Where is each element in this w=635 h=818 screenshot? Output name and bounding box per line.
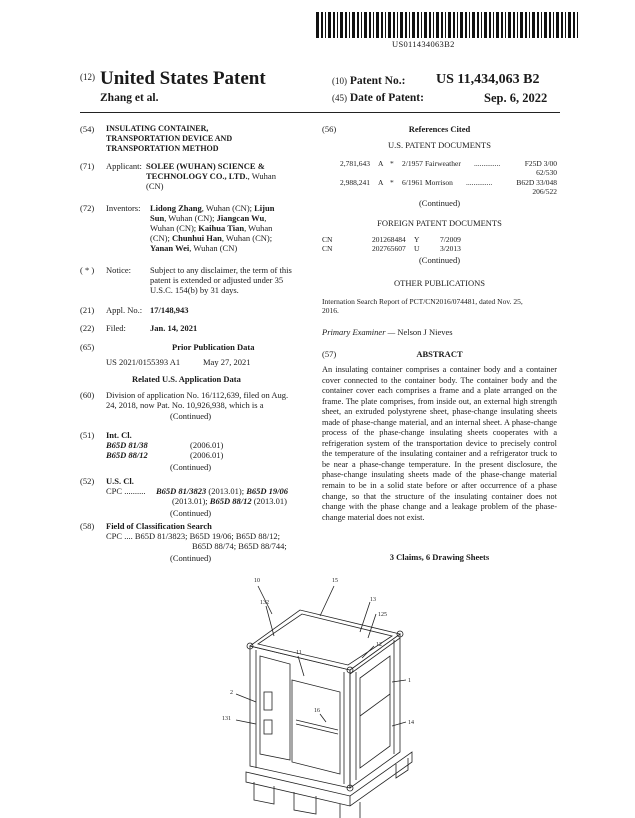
- int-cl-date: (2006.01): [190, 440, 224, 450]
- ref-class: B62D 33/048: [516, 178, 557, 187]
- barcode-bar: [441, 12, 443, 38]
- int-cl-label: Int. Cl.: [106, 430, 132, 440]
- applicant-line: TECHNOLOGY CO., LTD.: [146, 171, 248, 181]
- foreign-number: 201268484: [372, 235, 406, 244]
- claims-sheets: 3 Claims, 6 Drawing Sheets: [389, 552, 490, 562]
- cpc-class: B65D 88/12: [209, 496, 252, 506]
- title-line: TRANSPORTATION DEVICE AND: [106, 134, 233, 143]
- barcode-bar: [393, 12, 395, 38]
- barcode-bar: [381, 12, 383, 38]
- barcode-bar: [357, 12, 359, 38]
- barcode-bar: [496, 12, 499, 38]
- title-line: TRANSPORTATION METHOD: [106, 144, 219, 153]
- barcode-bar: [424, 12, 427, 38]
- division-line: Division of application No. 16/112,639, filed on Aug.: [106, 390, 289, 400]
- barcode-bar: [529, 12, 530, 38]
- applicant-value: [146, 161, 276, 191]
- code-57: (57): [322, 349, 337, 359]
- barcode-bar: [460, 12, 463, 38]
- barcode-bar: [364, 12, 367, 38]
- barcode-bar: [465, 12, 467, 38]
- code-10: (10): [332, 76, 347, 86]
- inventor-loc: Wuhan (CN);: [150, 223, 199, 233]
- notice-label: Notice:: [106, 265, 132, 275]
- barcode-bar: [469, 12, 470, 38]
- barcode-bar: [352, 12, 355, 38]
- barcode-bar: [321, 12, 323, 38]
- ref-number: 2,988,241: [340, 178, 370, 187]
- prior-pub-heading: Prior Publication Data: [172, 342, 255, 352]
- cpc-date: (2013.01);: [172, 496, 210, 506]
- ref-label: 132: [260, 600, 269, 606]
- inventor-name: Lidong Zhang: [150, 203, 202, 213]
- barcode-bar: [316, 12, 319, 38]
- invention-title: [106, 124, 232, 154]
- notice-line: patent is extended or adjusted under 35: [150, 275, 284, 285]
- barcode-bar: [577, 12, 578, 38]
- foreign-kind: Y: [414, 235, 420, 244]
- barcode-bar: [532, 12, 535, 38]
- barcode-bar: [537, 12, 539, 38]
- barcode-bar: [484, 12, 487, 38]
- ref-star: *: [390, 159, 394, 168]
- patent-type-title: United States Patent: [100, 68, 266, 89]
- cpc-line-1: [156, 486, 288, 496]
- container-illustration: [236, 586, 412, 818]
- other-pub-line: Internation Search Report of PCT/CN2016/074481, dated Nov. 25,: [322, 297, 523, 306]
- cpc-line-2: [172, 496, 287, 506]
- ref-name: Morrison: [425, 178, 453, 187]
- applicant-country: (CN): [146, 181, 164, 191]
- foreign-country: CN: [322, 244, 333, 253]
- code-51: (51): [80, 430, 95, 440]
- barcode-bar: [505, 12, 506, 38]
- patent-no-line: [332, 75, 405, 87]
- inventor-loc: , Wuhan (CN);: [201, 203, 255, 213]
- foreign-date: 7/2009: [440, 235, 461, 244]
- barcode-bar: [481, 12, 482, 38]
- code-65: (65): [80, 342, 95, 352]
- examiner-line: [322, 327, 453, 337]
- ref-label: 131: [222, 716, 231, 722]
- notice-text: [150, 265, 292, 295]
- field-search-continued: (Continued): [170, 553, 212, 563]
- int-cl-continued: (Continued): [170, 462, 212, 472]
- code-71: (71): [80, 161, 95, 171]
- inventor-loc: , Wuhan (CN);: [221, 233, 273, 243]
- code-60: (60): [80, 390, 95, 400]
- examiner-name: Nelson J Nieves: [397, 327, 453, 337]
- field-search-line: CPC .... B65D 81/3823; B65D 19/06; B65D 88/12;: [106, 531, 281, 541]
- barcode-bar: [417, 12, 419, 38]
- ref-label: 12: [376, 642, 382, 648]
- code-21: (21): [80, 305, 95, 315]
- ref-label: 125: [378, 612, 387, 618]
- barcode-bar: [433, 12, 434, 38]
- inventor-name: Sun: [150, 213, 165, 223]
- inventors-label: Inventors:: [106, 203, 141, 213]
- barcode-bar: [457, 12, 458, 38]
- barcode-bar: [477, 12, 479, 38]
- applicant-line: SOLEE (WUHAN) SCIENCE &: [146, 161, 265, 171]
- barcode-bar: [412, 12, 415, 38]
- barcode-bar: [544, 12, 547, 38]
- barcode-bar: [361, 12, 362, 38]
- inventor-loc: , Wuhan: [244, 223, 273, 233]
- notice-line: Subject to any disclaimer, the term of this: [150, 265, 292, 275]
- barcode-bar: [397, 12, 398, 38]
- container-drawing: [200, 574, 435, 818]
- ref-number: 2,781,643: [340, 159, 370, 168]
- barcode-bar: [453, 12, 455, 38]
- barcode-bar: [376, 12, 379, 38]
- ref-kind: A: [378, 178, 384, 187]
- barcode-bar: [553, 12, 554, 38]
- barcode-bar: [493, 12, 494, 38]
- barcode-bar: [501, 12, 503, 38]
- patent-no-label: Patent No.:: [349, 75, 406, 87]
- inventor-name: Lijun: [254, 203, 275, 213]
- inventor-name: Chunhui Han: [171, 233, 222, 243]
- barcode-bar: [409, 12, 410, 38]
- barcode-bar: [328, 12, 331, 38]
- barcode-bar: [565, 12, 566, 38]
- barcode-bar: [340, 12, 343, 38]
- appl-no-value: 17/148,943: [150, 305, 189, 315]
- references-heading: References Cited: [408, 124, 471, 134]
- applicant-label: Applicant:: [106, 161, 142, 171]
- ref-dots: ..............: [474, 159, 501, 168]
- ref-class: F25D 3/00: [524, 159, 557, 168]
- ref-label: 2: [230, 690, 233, 696]
- other-pubs-heading: OTHER PUBLICATIONS: [394, 278, 485, 288]
- barcode-bar: [436, 12, 439, 38]
- date-value: Sep. 6, 2022: [484, 91, 548, 105]
- code-72: (72): [80, 203, 95, 213]
- barcode-bar: [525, 12, 527, 38]
- inventor-loc: (CN);: [150, 233, 172, 243]
- examiner-sep: —: [385, 327, 398, 337]
- barcode-bar: [421, 12, 422, 38]
- barcode-bar: [429, 12, 431, 38]
- ref-label: 13: [370, 597, 376, 603]
- ref-name: Fairweather: [425, 159, 461, 168]
- date-line: [332, 92, 424, 104]
- ref-class-secondary: 62/530: [536, 168, 557, 177]
- other-pub-line: 2016.: [322, 306, 339, 315]
- ref-star: *: [390, 178, 394, 187]
- code-45: (45): [332, 93, 347, 103]
- foreign-kind: U: [414, 244, 420, 253]
- division-text: [106, 390, 306, 410]
- patent-no-value: US 11,434,063 B2: [436, 72, 540, 87]
- int-cl-class: B65D 88/12: [106, 450, 148, 460]
- code-12: (12): [80, 72, 95, 82]
- barcode-bar: [513, 12, 515, 38]
- code-58: (58): [80, 521, 95, 531]
- barcode: [316, 12, 578, 38]
- filed-label: Filed:: [106, 323, 126, 333]
- cpc-class: B65D 19/06: [246, 486, 288, 496]
- cpc-class: B65D 81/3823: [156, 486, 207, 496]
- barcode-bar: [369, 12, 371, 38]
- code-54: (54): [80, 124, 95, 134]
- barcode-bar: [388, 12, 391, 38]
- barcode-bar: [556, 12, 559, 38]
- applicant-city: , Wuhan: [247, 171, 276, 181]
- field-search-label: Field of Classification Search: [106, 521, 212, 531]
- barcode-bar: [561, 12, 563, 38]
- ref-label: 15: [332, 578, 338, 584]
- barcode-number: US011434063B2: [392, 39, 455, 49]
- barcode-bar: [472, 12, 475, 38]
- barcode-bar: [568, 12, 571, 38]
- barcode-bar: [573, 12, 575, 38]
- barcode-bar: [325, 12, 326, 38]
- barcode-bar: [400, 12, 403, 38]
- foreign-docs-heading: FOREIGN PATENT DOCUMENTS: [377, 218, 502, 228]
- header-rule: [80, 112, 560, 113]
- notice-line: U.S.C. 154(b) by 31 days.: [150, 285, 239, 295]
- us-cl-continued: (Continued): [170, 508, 212, 518]
- inventors-value: Lidong Zhang, Wuhan (CN); Lijun Sun, Wuhan (CN); Jiangcan Wu, Wuhan (CN); Kaihua Tian, Wuhan (CN); Chunhui Han, Wuhan (CN); Yanan Wei, Wuhan (CN): [150, 203, 275, 253]
- barcode-bar: [373, 12, 374, 38]
- barcode-bar: [508, 12, 511, 38]
- ref-date: 6/1961: [402, 178, 423, 187]
- cpc-label: CPC ..........: [106, 486, 146, 496]
- division-continued: (Continued): [170, 411, 212, 421]
- prior-pub-date: May 27, 2021: [203, 357, 251, 367]
- inventor-name: Jiangcan Wu: [216, 213, 265, 223]
- foreign-number: 202765607: [372, 244, 406, 253]
- inventors-short: Zhang et al.: [100, 92, 159, 104]
- filed-value: Jan. 14, 2021: [150, 323, 198, 333]
- ref-dots: ..............: [466, 178, 493, 187]
- barcode-bar: [385, 12, 386, 38]
- foreign-date: 3/2013: [440, 244, 461, 253]
- title-line: INSULATING CONTAINER,: [106, 124, 209, 133]
- code-56: (56): [322, 124, 337, 134]
- barcode-bar: [448, 12, 451, 38]
- barcode-bar: [349, 12, 350, 38]
- ref-class-secondary: 206/522: [532, 187, 557, 196]
- inventor-loc: , Wuhan (CN);: [164, 213, 217, 223]
- abstract-heading: ABSTRACT: [416, 349, 463, 359]
- int-cl-class: B65D 81/38: [106, 440, 148, 450]
- ref-label: 1: [408, 678, 411, 684]
- related-heading: Related U.S. Application Data: [132, 374, 241, 384]
- barcode-bar: [489, 12, 491, 38]
- barcode-bar: [445, 12, 446, 38]
- ref-kind: A: [378, 159, 384, 168]
- us-refs-continued: (Continued): [418, 198, 461, 208]
- barcode-bar: [333, 12, 335, 38]
- code-notice: ( * ): [80, 265, 95, 275]
- examiner-label: Primary Examiner: [322, 327, 386, 337]
- ref-label: 10: [254, 578, 260, 584]
- us-docs-heading: U.S. PATENT DOCUMENTS: [388, 140, 491, 150]
- inventor-loc: , Wuhan (CN): [189, 243, 238, 253]
- foreign-refs-continued: (Continued): [418, 255, 461, 265]
- ref-label: 14: [408, 720, 414, 726]
- us-cl-label: U.S. Cl.: [106, 476, 134, 486]
- barcode-bar: [337, 12, 338, 38]
- barcode-bar: [345, 12, 347, 38]
- ref-label: 16: [314, 708, 320, 714]
- barcode-bar: [541, 12, 542, 38]
- int-cl-date: (2006.01): [190, 450, 224, 460]
- code-22: (22): [80, 323, 95, 333]
- barcode-bar: [517, 12, 518, 38]
- ref-date: 2/1957: [402, 159, 423, 168]
- code-52: (52): [80, 476, 95, 486]
- inventor-name: Kaihua Tian: [198, 223, 245, 233]
- cpc-date: (2013.01): [251, 496, 287, 506]
- barcode-bar: [520, 12, 523, 38]
- barcode-bar: [549, 12, 551, 38]
- field-search-line: B65D 88/74; B65D 88/744;: [192, 541, 287, 551]
- date-label: Date of Patent:: [349, 92, 424, 104]
- barcode-bar: [405, 12, 407, 38]
- abstract-text: An insulating container comprises a container body and a container cover connected to the container body. The container body and the container cover each comprises a frame and a plate arranged on the frame. The plate comprises, from inside out, an external high strength sheet, an extruded polystyrene sheet, phase-change insulating sheets made of phase-change material, and an internal sheet. A phase-change process of the phase-change insulating sheets cooperates with a refrigeration system of the transportation device to precisely control the temperature of the insulating container and a refrigerator truck to be near a phase-change temperature. In the present disclosure, the phase-change insulating sheets made of the phase-change material remain to be in a solid state before or after occurrence of a phase change, so that the structure of the insulating container does not change with the phase change and a leakage problem of the phase-change material does not exist.: [322, 365, 557, 522]
- foreign-country: CN: [322, 235, 333, 244]
- division-line: 24, 2018, now Pat. No. 10,926,938, which is a: [106, 400, 264, 410]
- cpc-date: (2013.01);: [206, 486, 247, 496]
- ref-label: 11: [296, 650, 302, 656]
- appl-no-label: Appl. No.:: [106, 305, 143, 315]
- inventor-name: Yanan Wei: [150, 243, 190, 253]
- prior-pub-number: US 2021/0155393 A1: [106, 357, 181, 367]
